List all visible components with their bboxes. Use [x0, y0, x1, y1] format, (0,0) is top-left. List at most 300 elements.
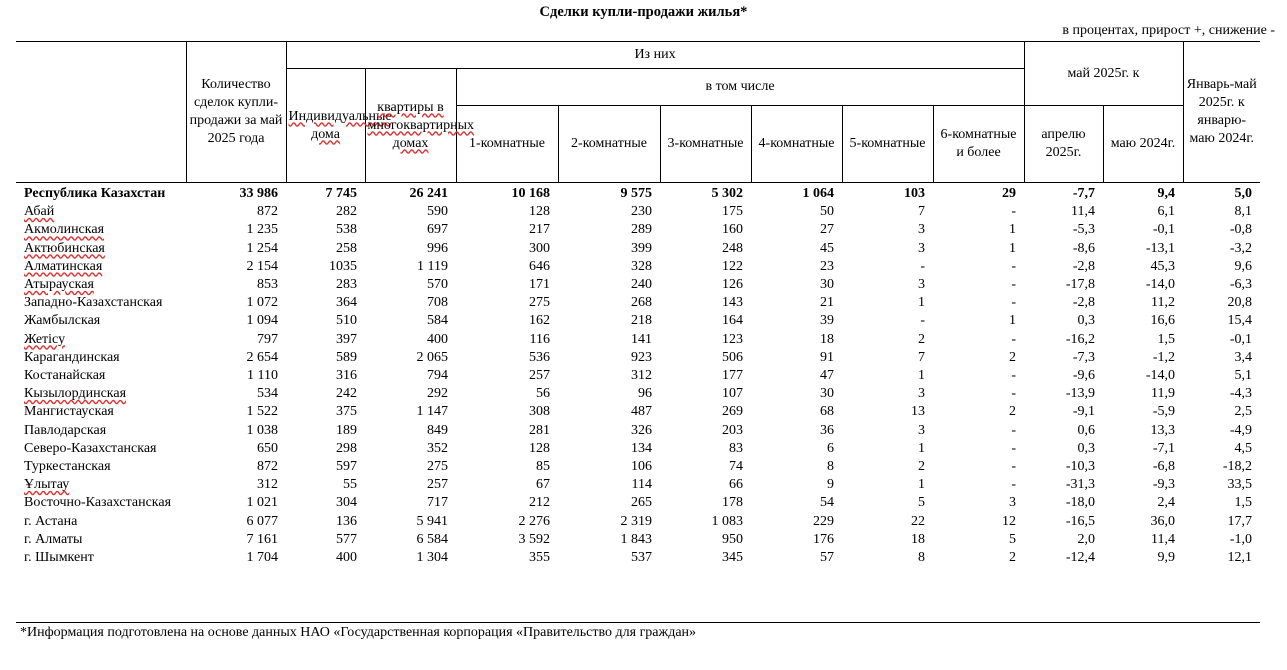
cell-r2: 141 [631, 331, 652, 347]
cell-r3: 164 [722, 313, 743, 329]
cell-jm: -3,2 [1229, 240, 1252, 256]
cell-apr: -16,2 [1065, 331, 1095, 347]
header-of-which: Из них [286, 42, 1024, 69]
table-row [16, 494, 1260, 512]
cell-apr: -16,5 [1065, 513, 1095, 529]
cell-jm: 5,1 [1234, 368, 1252, 384]
header-jan-may: Январь-май 2025г. к январю-маю 2024г. [1183, 42, 1260, 183]
cell-jm: 3,4 [1234, 349, 1252, 365]
cell-r4: 91 [820, 349, 834, 365]
cell-total: 33 986 [239, 186, 278, 201]
cell-r1: 2 276 [518, 513, 550, 529]
cell-ind: 298 [336, 440, 357, 456]
cell-apr: -13,9 [1065, 386, 1095, 402]
cell-r2: 326 [631, 422, 652, 438]
cell-total: 1 038 [246, 422, 278, 438]
cell-r3: 126 [722, 277, 743, 293]
footnote: *Информация подготовлена на основе данных НАО «Государственная корпорация «Правительство для граждан» [20, 625, 697, 640]
cell-total: 853 [257, 277, 278, 293]
cell-r1: 3 592 [518, 531, 550, 547]
cell-ind: 7 745 [325, 186, 357, 201]
cell-r6: - [1011, 477, 1016, 493]
cell-r4: 50 [820, 204, 834, 220]
cell-r6: 2 [1009, 404, 1016, 420]
header-may-vs: май 2025г. к [1024, 42, 1183, 106]
cell-r5: 3 [918, 240, 925, 256]
cell-r4: 57 [820, 550, 834, 566]
cell-total: 1 522 [246, 404, 278, 420]
cell-r3: 5 302 [711, 186, 743, 201]
cell-apt: 717 [427, 495, 448, 511]
cell-apt: 1 119 [417, 258, 448, 274]
cell-ind: 577 [336, 531, 357, 547]
header-rooms-1: 1-комнатные [456, 106, 558, 183]
cell-apt: 697 [427, 222, 448, 238]
cell-r2: 923 [631, 349, 652, 365]
cell-r5: 3 [918, 386, 925, 402]
cell-r5: 3 [918, 422, 925, 438]
cell-r4: 23 [820, 258, 834, 274]
cell-ind: 597 [336, 459, 357, 475]
cell-r1: 56 [536, 386, 550, 402]
cell-r3: 74 [729, 459, 743, 475]
cell-r1: 10 168 [511, 186, 550, 201]
cell-r2: 9 575 [620, 186, 652, 201]
cell-ind: 316 [336, 368, 357, 384]
cell-r4: 8 [827, 459, 834, 475]
region-name: Восточно-Казахстанская [24, 495, 172, 511]
cell-r2: 218 [631, 313, 652, 329]
cell-apt: 849 [427, 422, 448, 438]
cell-jm: -0,1 [1229, 331, 1252, 347]
table-row [16, 476, 1260, 494]
cell-r5: 3 [918, 277, 925, 293]
cell-apt: 5 941 [416, 513, 448, 529]
cell-may: -9,3 [1152, 477, 1175, 493]
housing-deals-table [16, 41, 1260, 567]
table-row [16, 294, 1260, 312]
cell-apr: -10,3 [1065, 459, 1095, 475]
cell-r4: 176 [813, 531, 834, 547]
cell-jm: -18,2 [1222, 459, 1252, 475]
cell-jm: -0,8 [1229, 222, 1252, 238]
cell-r5: 22 [911, 513, 925, 529]
cell-r2: 2 319 [620, 513, 652, 529]
cell-r3: 203 [722, 422, 743, 438]
cell-r2: 230 [631, 204, 652, 220]
cell-apt: 584 [427, 313, 448, 329]
cell-r1: 308 [529, 404, 550, 420]
cell-apr: -7,7 [1072, 186, 1095, 201]
region-name: Актюбинская [24, 240, 105, 256]
cell-apr: -12,4 [1065, 550, 1095, 566]
cell-r2: 106 [631, 459, 652, 475]
cell-r1: 355 [529, 550, 550, 566]
cell-ind: 400 [336, 550, 357, 566]
cell-apt: 1 304 [416, 550, 448, 566]
cell-r3: 177 [722, 368, 743, 384]
table-row [16, 367, 1260, 385]
cell-total: 2 654 [246, 349, 278, 365]
cell-apt: 292 [427, 386, 448, 402]
cell-apt: 257 [427, 477, 448, 493]
region-name: г. Астана [24, 513, 78, 529]
cell-apt: 26 241 [409, 186, 448, 201]
cell-r6: 5 [1009, 531, 1016, 547]
cell-r4: 229 [813, 513, 834, 529]
cell-r6: 1 [1009, 240, 1016, 256]
cell-ind: 397 [336, 331, 357, 347]
cell-r4: 36 [820, 422, 834, 438]
region-name: Акмолинская [24, 222, 105, 238]
cell-r5: 2 [918, 331, 925, 347]
header-apartments: квартиры в многоквартирных домах [365, 69, 456, 183]
table-row [16, 312, 1260, 330]
table-body [16, 183, 1260, 568]
units-note: в процентах, прирост +, снижение - [1062, 23, 1275, 38]
cell-apr: -2,8 [1072, 295, 1095, 311]
cell-ind: 364 [336, 295, 357, 311]
region-name: Атырауская [24, 277, 94, 293]
header-rooms-2: 2-комнатные [558, 106, 660, 183]
cell-r2: 265 [631, 495, 652, 511]
cell-r1: 275 [529, 295, 550, 311]
cell-r4: 54 [820, 495, 834, 511]
cell-total: 312 [257, 477, 278, 493]
cell-may: -7,1 [1152, 440, 1175, 456]
cell-may: 45,3 [1150, 258, 1175, 274]
cell-r2: 1 843 [620, 531, 652, 547]
region-name: Жетісу [24, 331, 66, 347]
cell-r4: 9 [827, 477, 834, 493]
cell-apr: 0,6 [1077, 422, 1095, 438]
region-name: Туркестанская [24, 459, 111, 475]
cell-total: 1 072 [246, 295, 278, 311]
cell-apr: -5,3 [1072, 222, 1095, 238]
cell-r3: 1 083 [711, 513, 743, 529]
cell-r1: 85 [536, 459, 550, 475]
table-row-total [16, 183, 1260, 204]
region-name: Мангистауская [24, 404, 114, 420]
cell-apr: -18,0 [1065, 495, 1095, 511]
cell-r3: 248 [722, 240, 743, 256]
cell-total: 872 [257, 204, 278, 220]
cell-r3: 506 [722, 349, 743, 365]
cell-jm: 9,6 [1234, 258, 1252, 274]
cell-total: 7 161 [246, 531, 278, 547]
cell-jm: -4,3 [1229, 386, 1252, 402]
cell-apr: 11,4 [1071, 204, 1095, 220]
cell-r6: 1 [1009, 222, 1016, 238]
table-row [16, 258, 1260, 276]
cell-r6: - [1011, 295, 1016, 311]
cell-r5: 2 [918, 459, 925, 475]
cell-r6: 2 [1009, 550, 1016, 566]
cell-ind: 136 [336, 513, 357, 529]
table-row [16, 331, 1260, 349]
cell-may: 16,6 [1150, 313, 1175, 329]
cell-total: 1 094 [246, 313, 278, 329]
cell-may: 9,4 [1157, 186, 1175, 201]
cell-r6: - [1011, 386, 1016, 402]
cell-r1: 128 [529, 440, 550, 456]
cell-r1: 128 [529, 204, 550, 220]
cell-r1: 212 [529, 495, 550, 511]
cell-r5: 18 [911, 531, 925, 547]
cell-r5: 13 [911, 404, 925, 420]
cell-r1: 116 [529, 331, 550, 347]
cell-apt: 400 [427, 331, 448, 347]
cell-jm: 20,8 [1227, 295, 1252, 311]
cell-total: 797 [257, 331, 278, 347]
cell-r6: 12 [1002, 513, 1016, 529]
cell-r1: 171 [529, 277, 550, 293]
cell-r6: - [1011, 277, 1016, 293]
region-name: Республика Казахстан [24, 186, 166, 201]
cell-r5: 1 [918, 477, 925, 493]
cell-r6: 29 [1002, 186, 1016, 201]
cell-total: 1 254 [246, 240, 278, 256]
table-row [16, 458, 1260, 476]
cell-r3: 83 [729, 440, 743, 456]
region-name: Костанайская [24, 368, 106, 384]
cell-jm: -1,0 [1229, 531, 1252, 547]
region-name: Абай [24, 204, 55, 220]
cell-r5: 3 [918, 222, 925, 238]
cell-r1: 646 [529, 258, 550, 274]
cell-r6: - [1011, 204, 1016, 220]
cell-ind: 375 [336, 404, 357, 420]
header-corner [16, 42, 186, 183]
cell-r4: 39 [820, 313, 834, 329]
region-name: Алматинская [24, 258, 103, 274]
cell-apt: 275 [427, 459, 448, 475]
cell-r2: 114 [631, 477, 652, 493]
cell-r1: 162 [529, 313, 550, 329]
cell-jm: 12,1 [1227, 550, 1252, 566]
cell-r2: 312 [631, 368, 652, 384]
cell-ind: 283 [336, 277, 357, 293]
cell-r2: 268 [631, 295, 652, 311]
region-name: Кызылординская [24, 386, 127, 402]
cell-total: 872 [257, 459, 278, 475]
cell-apr: 2,0 [1077, 531, 1095, 547]
cell-may: 13,3 [1150, 422, 1175, 438]
region-name: Западно-Казахстанская [24, 295, 163, 311]
cell-r1: 281 [529, 422, 550, 438]
cell-r6: - [1011, 459, 1016, 475]
cell-r4: 68 [820, 404, 834, 420]
cell-r5: - [920, 258, 925, 274]
cell-r2: 96 [638, 386, 652, 402]
cell-r4: 45 [820, 240, 834, 256]
cell-r5: 7 [918, 349, 925, 365]
cell-r4: 27 [820, 222, 834, 238]
page-title: Сделки купли-продажи жилья* [539, 4, 748, 20]
cell-r4: 47 [820, 368, 834, 384]
cell-jm: 1,5 [1234, 495, 1252, 511]
header-rooms-3: 3-комнатные [660, 106, 751, 183]
table-row [16, 240, 1260, 258]
cell-r5: 1 [918, 295, 925, 311]
cell-may: -5,9 [1152, 404, 1175, 420]
cell-apt: 570 [427, 277, 448, 293]
cell-r6: 2 [1009, 349, 1016, 365]
cell-apr: -9,1 [1072, 404, 1095, 420]
region-name: Ұлытау [24, 477, 70, 493]
cell-jm: 2,5 [1234, 404, 1252, 420]
cell-ind: 258 [336, 240, 357, 256]
table-row [16, 221, 1260, 239]
cell-r5: 7 [918, 204, 925, 220]
cell-may: 6,1 [1157, 204, 1175, 220]
cell-apt: 6 584 [416, 531, 448, 547]
cell-r4: 21 [820, 295, 834, 311]
cell-r5: 103 [904, 186, 925, 201]
table-row [16, 531, 1260, 549]
region-name: Павлодарская [24, 422, 107, 438]
cell-apt: 590 [427, 204, 448, 220]
cell-r1: 217 [529, 222, 550, 238]
cell-ind: 189 [336, 422, 357, 438]
cell-r3: 66 [729, 477, 743, 493]
cell-may: -0,1 [1152, 222, 1175, 238]
cell-r1: 300 [529, 240, 550, 256]
cell-r1: 67 [536, 477, 550, 493]
cell-r1: 536 [529, 349, 550, 365]
cell-r3: 122 [722, 258, 743, 274]
table-row [16, 440, 1260, 458]
cell-total: 2 154 [246, 258, 278, 274]
cell-r2: 289 [631, 222, 652, 238]
cell-r5: 8 [918, 550, 925, 566]
header-including: в том числе [456, 69, 1024, 106]
cell-r4: 30 [820, 277, 834, 293]
cell-total: 1 021 [246, 495, 278, 511]
cell-jm: -6,3 [1229, 277, 1252, 293]
cell-apr: -2,8 [1072, 258, 1095, 274]
region-name: г. Алматы [24, 531, 83, 547]
cell-r3: 178 [722, 495, 743, 511]
cell-r6: - [1011, 440, 1016, 456]
table-row [16, 349, 1260, 367]
cell-apt: 996 [427, 240, 448, 256]
cell-may: 36,0 [1150, 513, 1175, 529]
cell-may: -14,0 [1145, 368, 1175, 384]
cell-ind: 589 [336, 349, 357, 365]
cell-r6: - [1011, 422, 1016, 438]
cell-ind: 510 [336, 313, 357, 329]
cell-r3: 950 [722, 531, 743, 547]
cell-apr: 0,3 [1077, 440, 1095, 456]
table-bottom-rule [16, 622, 1260, 623]
cell-apt: 1 147 [416, 404, 448, 420]
cell-r5: 1 [918, 368, 925, 384]
table-row [16, 385, 1260, 403]
cell-may: 11,2 [1151, 295, 1175, 311]
cell-total: 1 235 [246, 222, 278, 238]
header-rooms-4: 4-комнатные [751, 106, 842, 183]
table-row [16, 422, 1260, 440]
cell-may: -13,1 [1145, 240, 1175, 256]
cell-total: 1 704 [246, 550, 278, 566]
cell-may: -14,0 [1145, 277, 1175, 293]
cell-r3: 175 [722, 204, 743, 220]
cell-jm: 33,5 [1227, 477, 1252, 493]
cell-may: 11,9 [1151, 386, 1175, 402]
cell-r5: 1 [918, 440, 925, 456]
cell-r6: - [1011, 258, 1016, 274]
cell-jm: 17,7 [1227, 513, 1252, 529]
region-name: Северо-Казахстанская [24, 440, 157, 456]
table-row [16, 549, 1260, 567]
cell-r3: 269 [722, 404, 743, 420]
cell-total: 534 [257, 386, 278, 402]
cell-ind: 55 [343, 477, 357, 493]
cell-apt: 2 065 [416, 349, 448, 365]
cell-total: 6 077 [246, 513, 278, 529]
header-april: апрелю 2025г. [1024, 106, 1103, 183]
cell-apr: -17,8 [1065, 277, 1095, 293]
cell-apt: 352 [427, 440, 448, 456]
cell-r2: 240 [631, 277, 652, 293]
cell-may: 2,4 [1157, 495, 1175, 511]
header-may-2024: маю 2024г. [1103, 106, 1183, 183]
cell-r4: 1 064 [802, 186, 834, 201]
header-rooms-6: 6-комнатные и более [933, 106, 1024, 183]
cell-r4: 30 [820, 386, 834, 402]
cell-apr: -7,3 [1072, 349, 1095, 365]
cell-may: 11,4 [1151, 531, 1175, 547]
table-row [16, 513, 1260, 531]
cell-may: -6,8 [1152, 459, 1175, 475]
cell-r4: 6 [827, 440, 834, 456]
cell-jm: 15,4 [1227, 313, 1252, 329]
cell-r6: - [1011, 331, 1016, 347]
cell-jm: 8,1 [1234, 204, 1252, 220]
cell-r6: 3 [1009, 495, 1016, 511]
cell-r3: 160 [722, 222, 743, 238]
region-name: Карагандинская [24, 349, 120, 365]
header-count: Количество сделок купли-продажи за май 2025 года [186, 42, 286, 183]
cell-apr: 0,3 [1077, 313, 1095, 329]
cell-r3: 143 [722, 295, 743, 311]
table-row [16, 403, 1260, 421]
cell-r2: 134 [631, 440, 652, 456]
cell-apr: -8,6 [1072, 240, 1095, 256]
cell-jm: -4,9 [1229, 422, 1252, 438]
header-individual-houses: Индивидуальные дома [286, 69, 365, 183]
cell-r4: 18 [820, 331, 834, 347]
cell-r5: - [920, 313, 925, 329]
cell-ind: 304 [336, 495, 357, 511]
cell-r6: - [1011, 368, 1016, 384]
cell-apr: -9,6 [1072, 368, 1095, 384]
cell-total: 1 110 [247, 368, 278, 384]
table-row [16, 276, 1260, 294]
cell-ind: 1035 [329, 258, 357, 274]
cell-ind: 242 [336, 386, 357, 402]
table-row [16, 203, 1260, 221]
cell-r6: 1 [1009, 313, 1016, 329]
cell-may: -1,2 [1152, 349, 1175, 365]
header-rooms-5: 5-комнатные [842, 106, 933, 183]
cell-r2: 328 [631, 258, 652, 274]
cell-r3: 107 [722, 386, 743, 402]
cell-may: 1,5 [1157, 331, 1175, 347]
cell-r1: 257 [529, 368, 550, 384]
cell-r2: 537 [631, 550, 652, 566]
